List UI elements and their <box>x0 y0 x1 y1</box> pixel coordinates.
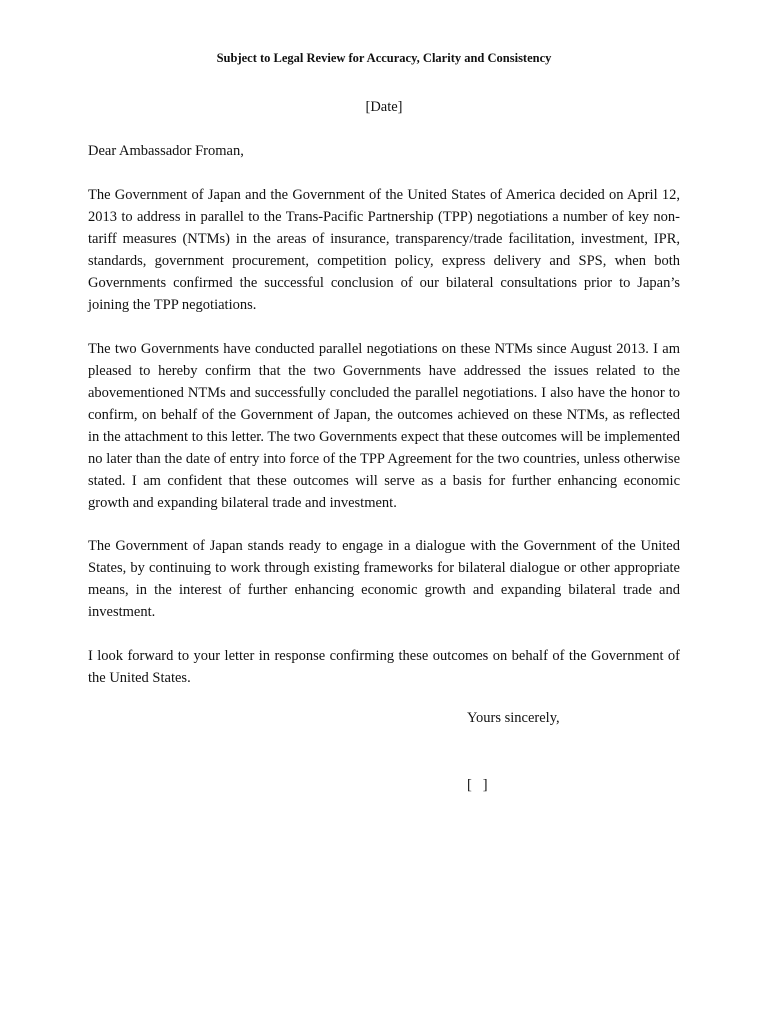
legal-review-notice: Subject to Legal Review for Accuracy, Clarity and Consistency <box>216 51 552 65</box>
paragraph-dialogue: The Government of Japan stands ready to engage in a dialogue with the Government of the United States, by continuing to work through existing frameworks for bilateral dialogue or other appropriate means, in the interest of further enhancing economic growth and expanding bilateral trade and investment. <box>88 538 680 620</box>
paragraph-response-request: I look forward to your letter in response confirming these outcomes on behalf of the Government of the United States. <box>88 648 680 686</box>
closing: Yours sincerely, <box>467 710 560 726</box>
salutation: Dear Ambassador Froman, <box>88 143 244 159</box>
signature-placeholder: [ ] <box>467 777 488 793</box>
letter-date: [Date] <box>365 99 403 115</box>
paragraph-background: The Government of Japan and the Government of the United States of America decided on April 12, 2013 to address in parallel to the Trans-Pacific Partnership (TPP) negotiations a number of key non-tariff measures (NTMs) in the areas of insurance, transparency/trade facilitation, investment, IPR, standards, government procurement, competition policy, express delivery and SPS, when both Governments confirmed the successful conclusion of our bilateral consultations prior to Japan’s joining the TPP negotiations. <box>88 187 680 313</box>
paragraph-confirmation: The two Governments have conducted parallel negotiations on these NTMs since August 2013. I am pleased to hereby confirm that the two Governments have addressed the issues related to the abovementioned NTMs and successfully concluded the parallel negotiations. I also have the honor to confirm, on behalf of the Government of Japan, the outcomes achieved on these NTMs, as reflected in the attachment to this letter. The two Governments expect that these outcomes will be implemented no later than the date of entry into force of the TPP Agreement for the two countries, unless otherwise stated. I am confident that these outcomes will serve as a basis for further enhancing economic growth and expanding bilateral trade and investment. <box>88 341 680 511</box>
